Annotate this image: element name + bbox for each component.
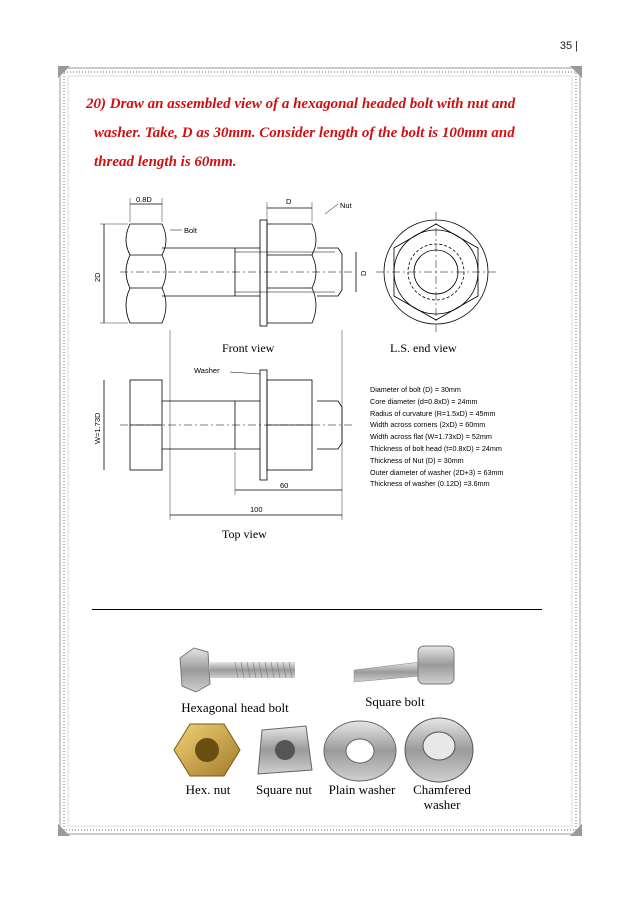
spec-item: Radius of curvature (R=1.5xD) = 45mm — [370, 408, 496, 418]
square-bolt-label: Square bolt — [365, 694, 425, 709]
front-view-label: Front view — [222, 341, 275, 355]
spec-item: Outer diameter of washer (2D+3) = 63mm — [370, 467, 504, 477]
chamfered-washer-label-line1: Chamfered — [413, 782, 471, 797]
spec-item: Core diameter (d=0.8xD) = 24mm — [370, 396, 478, 406]
label-bolt: Bolt — [184, 226, 197, 235]
square-bolt-image — [350, 640, 460, 690]
hardware-photos — [160, 630, 480, 830]
hex-nut-image — [172, 720, 242, 780]
divider — [92, 609, 542, 610]
label-washer: Washer — [194, 366, 220, 375]
square-nut-image — [252, 722, 316, 780]
hex-nut-label: Hex. nut — [185, 782, 231, 797]
chamfered-washer-label-line2: washer — [423, 797, 461, 812]
spec-item: Diameter of bolt (D) = 30mm — [370, 385, 461, 394]
question-line-2: washer. Take, D as 30mm. Consider length of the bolt is 100mm and — [94, 125, 515, 141]
top-view-label: Top view — [222, 527, 267, 541]
end-view-label: L.S. end view — [390, 341, 457, 355]
question-text — [86, 90, 554, 177]
question-line-3: thread length is 60mm. — [94, 154, 237, 170]
question-line-1: Draw an assembled view of a hexagonal headed bolt with nut and — [109, 96, 516, 112]
label-nut: Nut — [340, 201, 352, 210]
dim-0-8d: 0.8D — [136, 195, 152, 204]
spec-item: Thickness of washer (0.12D) =3.6mm — [370, 479, 490, 489]
front-view-bolt — [100, 198, 356, 326]
end-view — [376, 212, 496, 332]
square-nut-label: Square nut — [256, 782, 312, 797]
dim-w: W=1.73D — [93, 412, 102, 444]
dim-100: 100 — [250, 505, 263, 514]
plain-washer-label: Plain washer — [328, 782, 396, 797]
dim-d-side: D — [359, 270, 368, 276]
question-number: 20) — [86, 96, 106, 112]
spec-item: Width across corners (2xD) = 60mm — [370, 420, 486, 430]
chamfered-washer-label — [402, 782, 482, 812]
spec-item: Thickness of Nut (D) = 30mm — [370, 455, 464, 465]
hex-bolt-image — [170, 640, 300, 700]
dim-60: 60 — [280, 481, 289, 490]
dim-d-top: D — [286, 197, 292, 206]
spec-item: Width across flat (W=1.73xD) = 52mm — [370, 432, 492, 442]
page-number: 35 | — [559, 40, 578, 52]
bolt-drawing — [90, 190, 560, 550]
top-view-bolt — [104, 330, 352, 520]
chamfered-washer-image — [402, 716, 476, 784]
spec-item: Thickness of bolt head (t=0.8xD) = 24mm — [370, 443, 502, 453]
dim-2d: 2D — [93, 272, 102, 282]
plain-washer-image — [320, 718, 400, 784]
hex-bolt-label: Hexagonal head bolt — [181, 700, 289, 715]
specs-list — [370, 384, 503, 490]
